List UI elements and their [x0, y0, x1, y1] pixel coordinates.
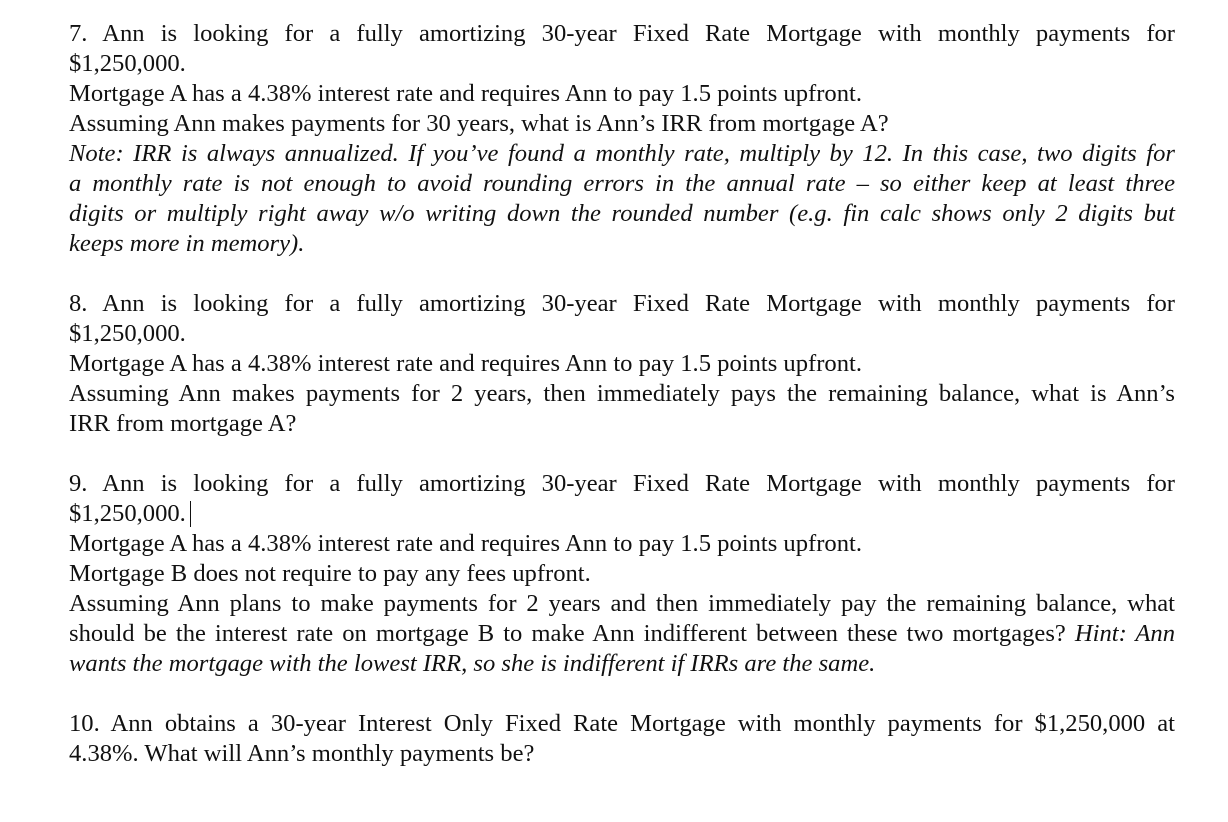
- question-number: 9.: [69, 470, 88, 497]
- question-7: [69, 19, 1175, 259]
- note-text: keeps more in memory).: [69, 230, 305, 257]
- question-text: 4.38%. What will Ann’s monthly payments be?: [69, 740, 535, 767]
- question-text: Mortgage B does not require to pay any fees upfront.: [69, 560, 591, 587]
- question-text: Ann is looking for a fully amortizing 30-year Fixed Rate Mortgage with monthly payments for: [102, 20, 1175, 47]
- question-text: Mortgage A has a 4.38% interest rate and requires Ann to pay 1.5 points upfront.: [69, 350, 862, 377]
- question-text: Assuming Ann makes payments for 30 years, what is Ann’s IRR from mortgage A?: [69, 110, 889, 137]
- text-cursor[interactable]: [190, 501, 192, 527]
- question-text: Ann is looking for a fully amortizing 30-year Fixed Rate Mortgage with monthly payments for: [102, 470, 1175, 497]
- question-10: [69, 709, 1175, 769]
- question-text: IRR from mortgage A?: [69, 410, 297, 437]
- question-number: 7.: [69, 20, 88, 47]
- note-text: Note: IRR is always annualized. If you’ve found a monthly rate, multiply by 12. In this case, two digits for: [69, 140, 1175, 167]
- question-text: Ann obtains a 30-year Interest Only Fixed Rate Mortgage with monthly payments for $1,250,000 at: [110, 710, 1175, 737]
- question-text: $1,250,000.: [69, 500, 186, 527]
- question-text: should be the interest rate on mortgage B to make Ann indifferent between these two mortgages?: [69, 620, 1066, 647]
- note-text: digits or multiply right away w/o writing down the rounded number (e.g. fin calc shows only 2 digits but: [69, 200, 1175, 227]
- question-number: 8.: [69, 290, 88, 317]
- question-list: [69, 19, 1175, 769]
- question-8: [69, 289, 1175, 439]
- question-number: 10.: [69, 710, 100, 737]
- note-text: a monthly rate is not enough to avoid rounding errors in the annual rate – so either keep at least three: [69, 170, 1175, 197]
- question-text: $1,250,000.: [69, 50, 186, 77]
- question-text: Ann is looking for a fully amortizing 30-year Fixed Rate Mortgage with monthly payments for: [102, 290, 1175, 317]
- question-9: [69, 469, 1175, 679]
- question-text: $1,250,000.: [69, 320, 186, 347]
- question-text: Mortgage A has a 4.38% interest rate and requires Ann to pay 1.5 points upfront.: [69, 530, 862, 557]
- question-text: Assuming Ann plans to make payments for 2 years and then immediately pay the remaining balance, what: [69, 590, 1175, 617]
- question-text: Mortgage A has a 4.38% interest rate and requires Ann to pay 1.5 points upfront.: [69, 80, 862, 107]
- question-text: Assuming Ann makes payments for 2 years, then immediately pays the remaining balance, what is Ann’s: [69, 380, 1175, 407]
- hint-text: Hint: Ann: [1074, 620, 1175, 647]
- hint-text: wants the mortgage with the lowest IRR, so she is indifferent if IRRs are the same.: [69, 650, 876, 677]
